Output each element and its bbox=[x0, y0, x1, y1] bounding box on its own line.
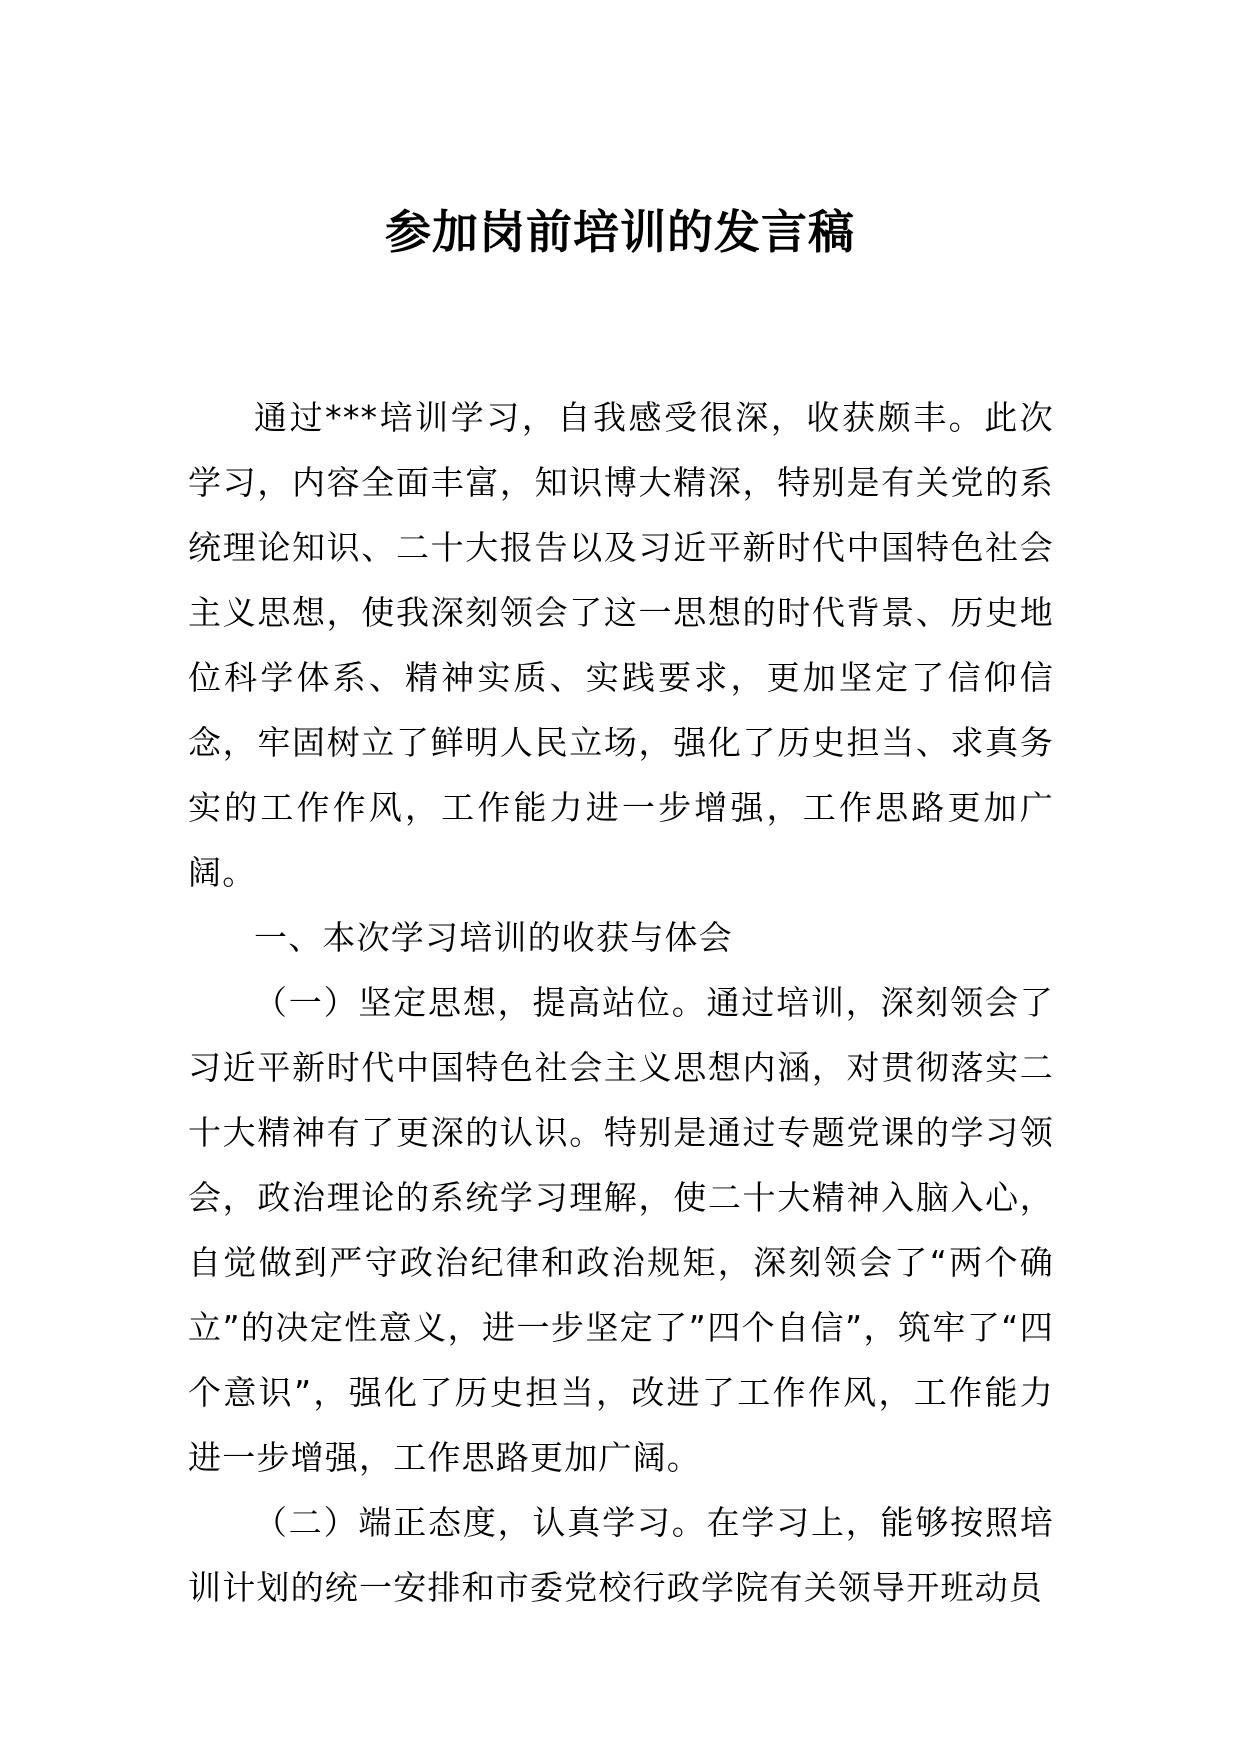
document-title: 参加岗前培训的发言稿 bbox=[385, 205, 855, 259]
paragraph-point-1: （一）坚定思想，提高站位。通过培训，深刻领会了习近平新时代中国特色社会主义思想内涵，对贯彻落实二十大精神有了更深的认识。特别是通过专题党课的学习领会，政治理论的系统学习理解，使二十大精神入脑入心，自觉做到严守政治纪律和政治规矩，深刻领会了“两个确立”的决定性意义，进一步坚定了”四个自信”，筑牢了“四个意识”，强化了历史担当，改进了工作作风，工作能力进一步增强，工作思路更加广阔。 bbox=[188, 983, 1054, 1477]
paragraph-intro: 通过***培训学习，自我感受很深，收获颇丰。此次学习，内容全面丰富，知识博大精深，特别是有关党的系统理论知识、二十大报告以及习近平新时代中国特色社会主义思想，使我深刻领会了这一思想的时代背景、历史地位科学体系、精神实质、实践要求，更加坚定了信仰信念，牢固树立了鲜明人民立场，强化了历史担当、求真务实的工作作风，工作能力进一步增强，工作思路更加广阔。 bbox=[188, 398, 1054, 892]
paragraph-point-2: （二）端正态度，认真学习。在学习上，能够按照培训计划的统一安排和市委党校行政学院有关领导开班动员 bbox=[188, 1503, 1054, 1607]
document-body bbox=[188, 385, 1054, 1620]
section-heading-1: 一、本次学习培训的收获与体会 bbox=[254, 918, 733, 957]
